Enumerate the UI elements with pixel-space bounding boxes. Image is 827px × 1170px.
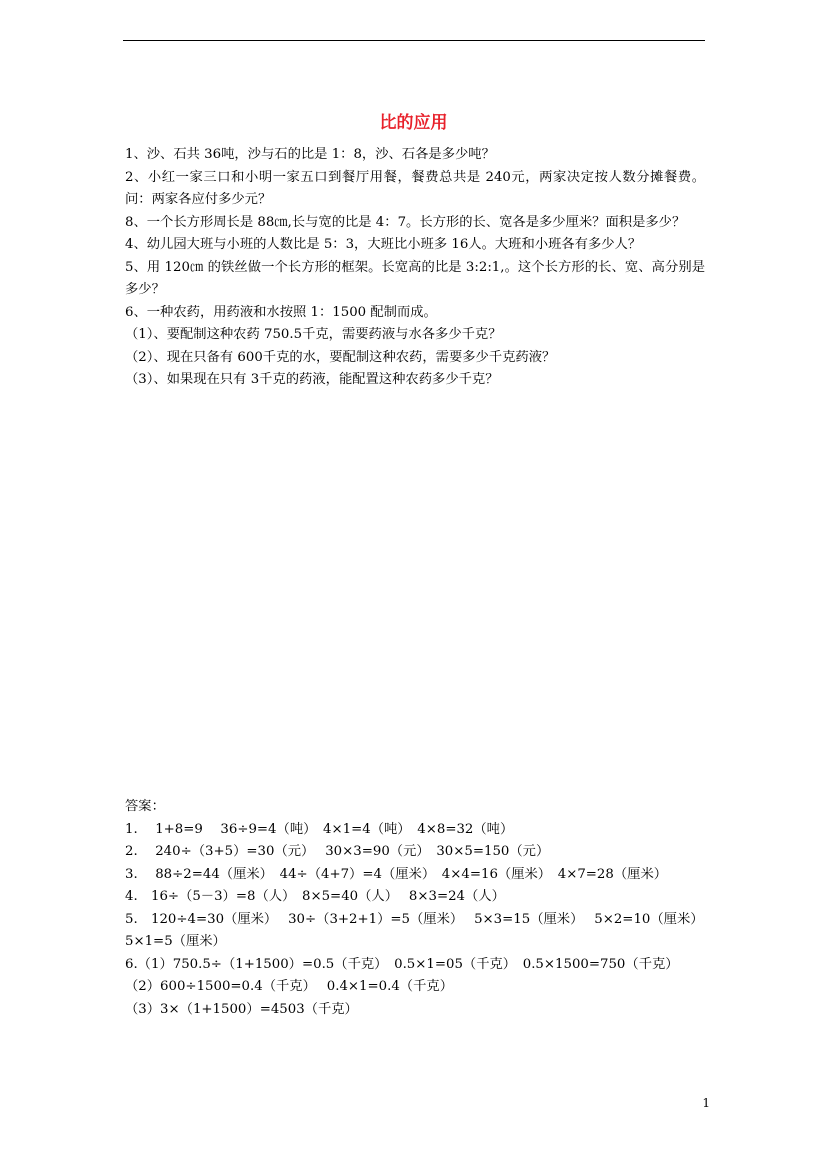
question-4: 4、幼儿园大班与小班的人数比是 5：3，大班比小班多 16人。大班和小班各有多少人？ [125, 237, 642, 252]
questions-section [125, 144, 705, 392]
answers-label: 答案： [125, 799, 165, 814]
question-2: 2、小红一家三口和小明一家五口到餐厅用餐，餐费总共是 240元，两家决定按人数分摊餐费。问：两家各应付多少元？ [125, 169, 705, 207]
question-5: 5、用 120㎝ 的铁丝做一个长方形的框架。长宽高的比是 3:2:1,。这个长方形的长、宽、高分别是多少？ [125, 259, 705, 297]
answer-4: 4. 16÷（5－3）=8（人） 8×5=40（人） 8×3=24（人） [125, 889, 505, 904]
answer-6-part-1: 6.（1）750.5÷（1+1500）=0.5（千克） 0.5×1=05（千克） 0.5×1500=750（千克） [125, 956, 679, 972]
question-6-part-1: （1）、要配制这种农药 750.5千克，需要药液与水各多少千克？ [125, 327, 502, 342]
question-6: 6、一种农药，用药液和水按照 1：1500 配制而成。 [125, 304, 437, 320]
answer-5: 5. 120÷4=30（厘米） 30÷（3+2+1）=5（厘米） 5×3=15（厘米） 5×2=10（厘米）5×1=5（厘米） [125, 911, 704, 949]
page-title: 比的应用 [379, 113, 448, 133]
answers-section [125, 796, 707, 1021]
answer-6-part-3: （3）3×（1+1500）=4503（千克） [125, 1001, 358, 1017]
question-1: 1、沙、石共 36吨，沙与石的比是 1：8，沙、石各是多少吨？ [125, 147, 495, 162]
answer-6-part-2: （2）600÷1500=0.4（千克） 0.4×1=0.4（千克） [125, 979, 453, 994]
question-3: 8、一个长方形周长是 88㎝,长与宽的比是 4：7。长方形的长、宽各是多少厘米？面积是多少？ [125, 214, 686, 230]
answer-3: 3. 88÷2=44（厘米） 44÷（4+7）=4（厘米） 4×4=16（厘米） 4×7=28（厘米） [125, 866, 668, 882]
question-6-part-3: （3）、如果现在只有 3千克的药液，能配置这种农药多少千克？ [125, 372, 499, 387]
answer-1: 1. 1+8=9 36÷9=4（吨） 4×1=4（吨） 4×8=32（吨） [125, 821, 514, 837]
question-6-part-2: （2）、现在只备有 600千克的水，要配制这种农药，需要多少千克药液？ [125, 349, 556, 365]
answer-2: 2. 240÷（3+5）=30（元） 30×3=90（元） 30×5=150（元） [125, 844, 550, 859]
header-rule [123, 40, 705, 41]
page-number: 1 [702, 1096, 710, 1110]
